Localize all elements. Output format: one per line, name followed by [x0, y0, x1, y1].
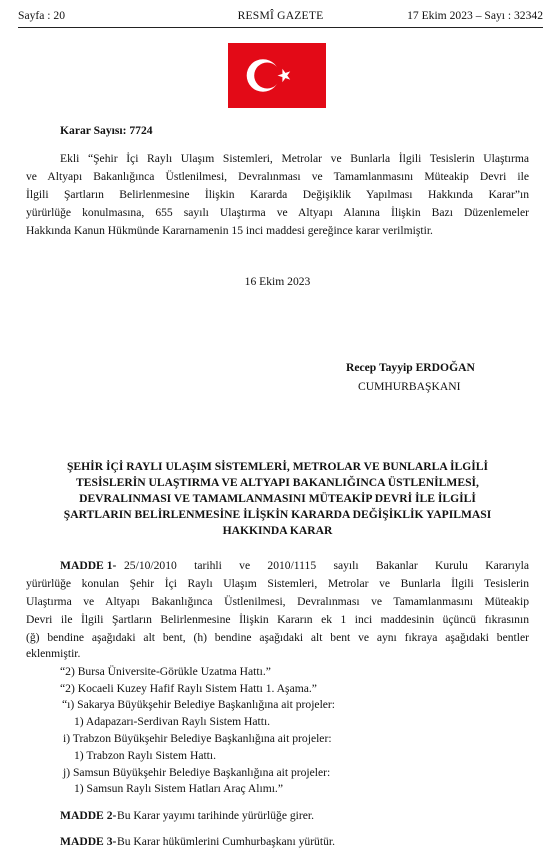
header-divider [18, 27, 543, 28]
article-1-text: 25/10/2010 tarihli ve 2010/1115 sayılı Bakanlar Kurulu Kararıyla [124, 559, 529, 572]
list-item: “2) Bursa Üniversite-Görükle Uzatma Hattı.” [60, 665, 271, 678]
decision-paragraph-line: yürürlüğe konulmasına, 655 sayılı Ulaştırma ve Altyapı Alanına İlişkin Bazı Düzenlemeler [26, 206, 529, 219]
list-item: 1) Samsun Raylı Sistem Hatları Araç Alımı.” [74, 782, 283, 795]
article-3-text: Bu Karar hükümlerini Cumhurbaşkanı yürütür. [117, 835, 335, 848]
decision-paragraph-line: Hakkında Kanun Hükmünde Kararnamenin 15 inci maddesi gereğince karar verilmiştir. [26, 224, 433, 237]
list-item: j) Samsun Büyükşehir Belediye Başkanlığına ait projeler: [63, 766, 331, 779]
annex-title-line: ŞARTLARIN BELİRLENMESİNE İLİŞKİN KARARDA DEĞİŞİKLİK YAPILMASI [63, 508, 492, 521]
article-1-text: Devri ile İlgili Şartların Belirlenmesine İlişkin Kararın ek 1 inci maddesinin üçüncü fıkrasının [26, 613, 529, 626]
decision-paragraph-line: İlgili Şartların Belirlenmesine İlişkin Kararda Değişiklik Yapılması Hakkında Karar”ın [26, 188, 529, 201]
list-item: 1) Adapazarı-Serdivan Raylı Sistem Hattı. [74, 715, 271, 728]
article-1-text: yürürlüğe konulan Şehir İçi Raylı Ulaşım Sistemleri, Metrolar ve Bunlarla İlgili Tesislerin [26, 577, 529, 590]
decision-paragraph-line: ve Altyapı Bakanlığınca Üstlenilmesi, Devralınması ve Tamamlanmasını Müteakip Devri ile [26, 170, 529, 183]
article-1-text: Ulaştırma ve Altyapı Bakanlığınca Üstlenilmesi, Devralınması ve Tamamlanmasını Müteakip [26, 595, 529, 608]
article-3-label: MADDE 3- [60, 835, 117, 848]
turkish-flag-icon [228, 43, 326, 108]
page-number: Sayfa : 20 [18, 9, 66, 22]
article-1-text: (ğ) bendine aşağıdaki alt bent, (h) bendine aşağıdaki alt bent ve aynı fıkraya aşağıdaki bentler [26, 631, 529, 644]
decision-paragraph-line: Ekli “Şehir İçi Raylı Ulaşım Sistemleri, Metrolar ve Bunlarla İlgili Tesislerin Ulaştırma [60, 152, 529, 165]
article-1-text: eklenmiştir. [26, 647, 81, 660]
signer-title: CUMHURBAŞKANI [358, 380, 461, 393]
signer-name: Recep Tayyip ERDOĞAN [346, 361, 475, 374]
decision-number: Karar Sayısı: 7724 [60, 124, 153, 137]
article-2-text: Bu Karar yayımı tarihinde yürürlüğe girer. [117, 809, 315, 822]
gazette-title: RESMÎ GAZETE [237, 9, 324, 22]
article-2-label: MADDE 2- [60, 809, 117, 822]
annex-title-line: HAKKINDA KARAR [222, 524, 333, 537]
list-item: “2) Kocaeli Kuzey Hafif Raylı Sistem Hattı 1. Aşama.” [60, 682, 317, 695]
annex-title-line: ŞEHİR İÇİ RAYLI ULAŞIM SİSTEMLERİ, METROLAR VE BUNLARLA İLGİLİ [66, 460, 489, 473]
list-item: 1) Trabzon Raylı Sistem Hattı. [74, 749, 217, 762]
article-1-label: MADDE 1- [60, 559, 117, 572]
list-item: i) Trabzon Büyükşehir Belediye Başkanlığına ait projeler: [63, 732, 332, 745]
annex-title-line: TESİSLERİN ULAŞTIRMA VE ALTYAPI BAKANLIĞINCA ÜSTLENİLMESİ, [76, 476, 479, 489]
list-item: “ı) Sakarya Büyükşehir Belediye Başkanlığına ait projeler: [62, 698, 336, 711]
gazette-header [18, 9, 543, 29]
issue-date-number: 17 Ekim 2023 – Sayı : 32342 [407, 9, 543, 22]
annex-title-line: DEVRALINMASI VE TAMAMLANMASINI MÜTEAKİP DEVRİ İLE İLGİLİ [79, 492, 476, 505]
decision-date: 16 Ekim 2023 [244, 275, 311, 288]
